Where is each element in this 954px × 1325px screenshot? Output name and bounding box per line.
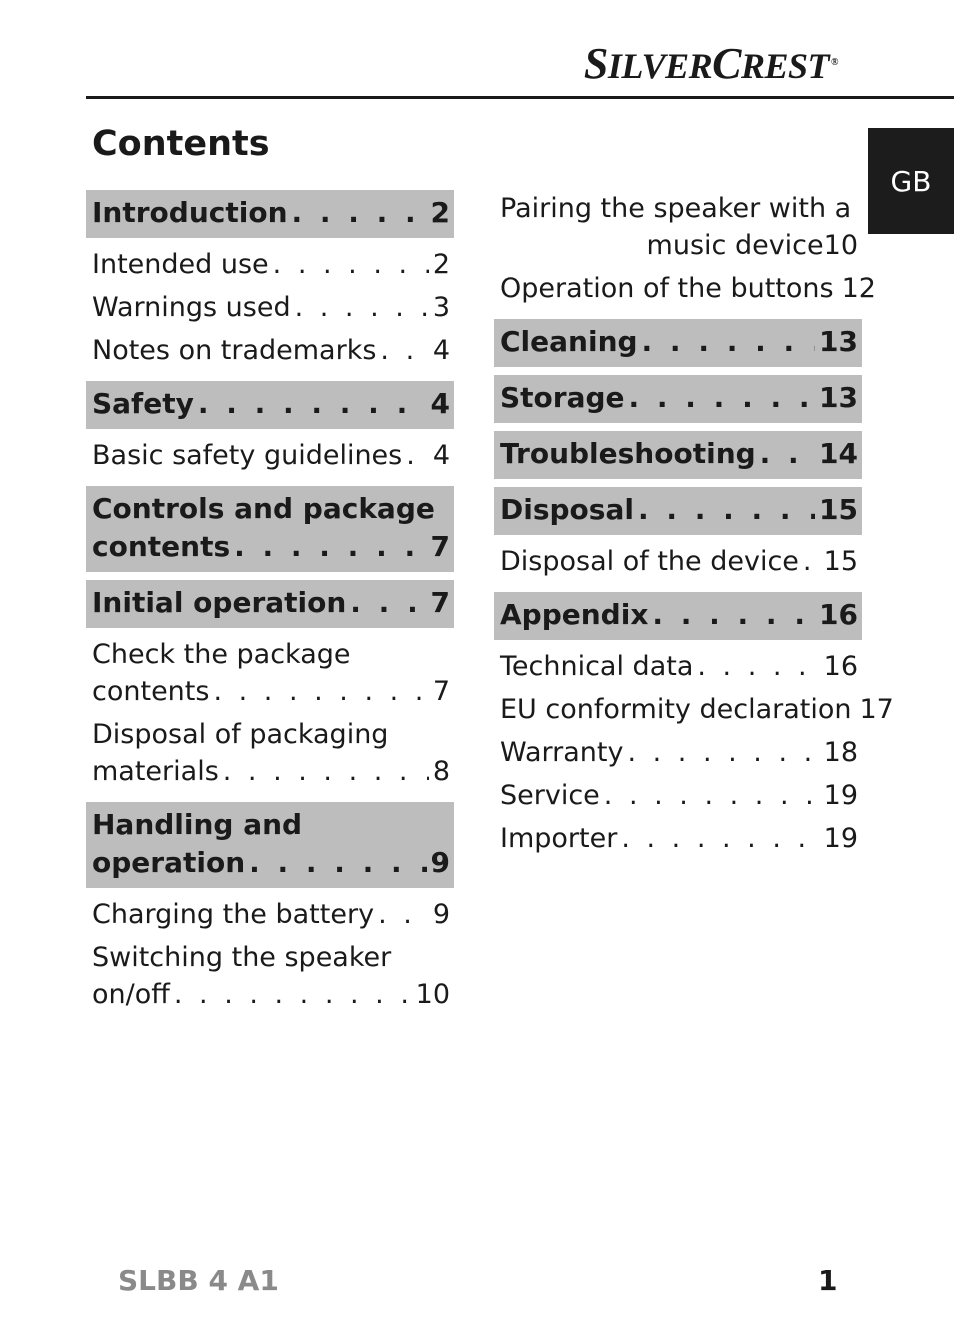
toc-item-check-package[interactable]: Check the package contents . . . 7: [86, 636, 454, 716]
toc-item-intended-use[interactable]: Intended use . . . 2: [86, 246, 454, 289]
toc-item-pairing[interactable]: Pairing the speaker with a music device10: [500, 193, 858, 261]
toc-item-warnings-used[interactable]: Warnings used . . . 3: [86, 289, 454, 332]
toc-item-warranty[interactable]: Warranty . . . 18: [494, 734, 862, 777]
toc-section-initial-operation[interactable]: Initial operation . . . 7: [86, 580, 454, 628]
toc-section-disposal[interactable]: Disposal . . . 15: [494, 487, 862, 535]
silvercrest-logo: SILVERCREST ®: [583, 39, 838, 88]
toc-item-disposal-device[interactable]: Disposal of the device . . . 15: [494, 543, 862, 586]
toc-item-buttons[interactable]: Operation of the buttons 12: [500, 273, 876, 304]
header-rule: [86, 96, 954, 99]
toc-item-eu-conformity[interactable]: EU conformity declaration 17: [500, 694, 894, 725]
toc-section-troubleshooting[interactable]: Troubleshooting . . . 14: [494, 431, 862, 479]
toc-section-introduction[interactable]: Introduction . . . 2: [86, 190, 454, 238]
toc-item-notes-trademarks[interactable]: Notes on trademarks . . . 4: [86, 332, 454, 375]
language-tab: GB: [868, 128, 954, 234]
toc-section-appendix[interactable]: Appendix . . . 16: [494, 592, 862, 640]
toc-item-service[interactable]: Service . . . 19: [494, 777, 862, 820]
toc-section-handling[interactable]: Handling and operation . . . 9: [86, 802, 454, 888]
toc-section-safety[interactable]: Safety . . . 4: [86, 381, 454, 429]
toc-left-column: [86, 190, 454, 1019]
toc-section-cleaning[interactable]: Cleaning . . . 13: [494, 319, 862, 367]
footer-model-number: SLBB 4 A1: [118, 1264, 279, 1297]
toc-item-disposal-packaging[interactable]: Disposal of packaging materials . . . 8: [86, 716, 454, 796]
footer-page-number: 1: [818, 1264, 838, 1297]
toc-item-importer[interactable]: Importer . . . 19: [494, 820, 862, 863]
toc-item-switching[interactable]: Switching the speaker on/off . . . 10: [86, 939, 454, 1019]
toc-right-column: [494, 190, 894, 863]
toc-section-controls[interactable]: Controls and package contents . . . 7: [86, 486, 454, 572]
toc-section-storage[interactable]: Storage . . . 13: [494, 375, 862, 423]
page-title: Contents: [92, 124, 270, 164]
toc-item-basic-safety[interactable]: Basic safety guidelines . . . 4: [86, 437, 454, 480]
toc-item-technical-data[interactable]: Technical data . . . 16: [494, 648, 862, 691]
toc-item-charging[interactable]: Charging the battery . . . 9: [86, 896, 454, 939]
